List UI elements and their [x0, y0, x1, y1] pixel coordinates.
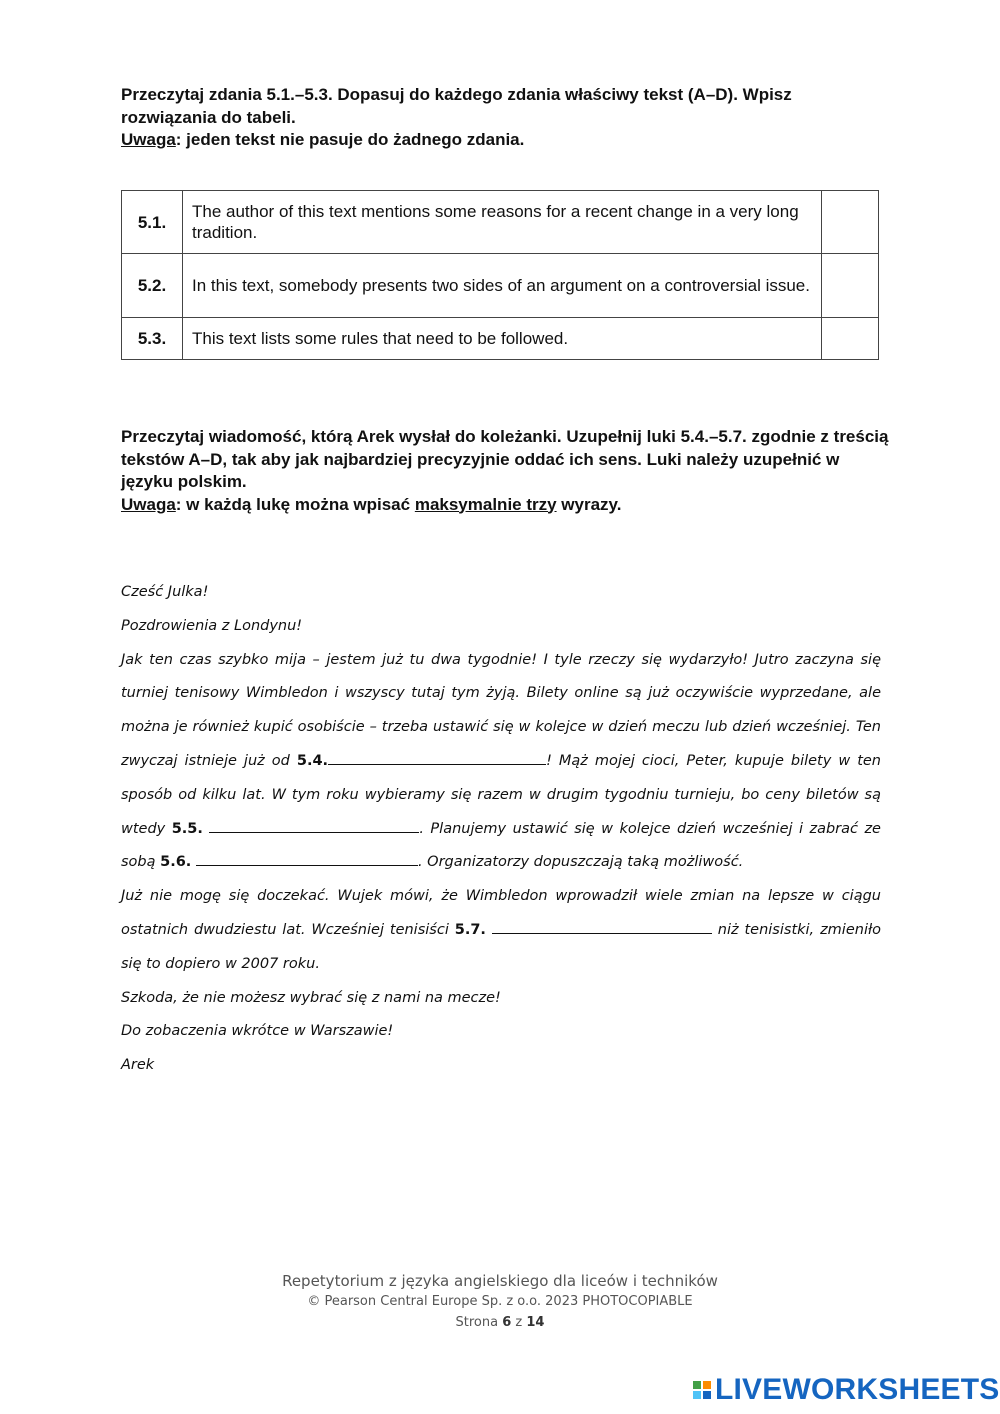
liveworksheets-logo-icon: [693, 1381, 711, 1399]
letter-signature: Arek: [121, 1057, 155, 1074]
item-text: The author of this text mentions some reasons for a recent change in a very long tradition.: [183, 191, 822, 254]
logo-text: LIVEWORKSHEETS: [715, 1373, 1000, 1406]
letter-paragraph: [121, 644, 881, 881]
page-of: z: [515, 1315, 523, 1330]
item-number: 5.1.: [122, 191, 183, 254]
answer-box[interactable]: [822, 191, 879, 254]
instructions-gap-fill-text: Przeczytaj wiadomość, którą Arek wysłał do koleżanki. Uzupełnij luki 5.4.–5.7. zgodnie z treścią tekstów A–D, tak aby jak najbardziej precyzyjnie oddać ich sens. Luki należy uzupełnić w języku polskim.: [121, 427, 889, 491]
gap-5-7-input[interactable]: [492, 918, 712, 934]
page-number: [0, 1313, 1000, 1333]
letter-text: . Organizatorzy dopuszczają taką możliwość.: [417, 854, 744, 871]
gap-label: 5.4.: [296, 752, 329, 769]
page-current: 6: [502, 1315, 512, 1330]
instructions-gap-fill: [121, 426, 891, 516]
gap-label: 5.7.: [454, 921, 486, 938]
page-label: Strona: [455, 1315, 499, 1330]
note-text: : jeden tekst nie pasuje do żadnego zdania.: [175, 130, 525, 149]
note-text-before: : w każdą lukę można wpisać: [175, 494, 415, 514]
item-number: 5.3.: [122, 318, 183, 360]
letter-line: Szkoda, że nie możesz wybrać się z nami na mecze!: [121, 989, 501, 1006]
answer-box[interactable]: [822, 318, 879, 360]
page-footer: [0, 1271, 1000, 1333]
matching-table: [121, 190, 879, 360]
item-number: 5.2.: [122, 254, 183, 318]
letter-text: niż tenisistki, zmieniło się to dopiero w 2007 roku.: [121, 921, 882, 972]
page-total: 14: [526, 1315, 545, 1330]
item-text: In this text, somebody presents two sides of an argument on a controversial issue.: [183, 254, 822, 318]
footer-book-title: Repetytorium z języka angielskiego dla liceów i techników: [282, 1272, 718, 1290]
instructions-matching: [121, 84, 891, 152]
gap-label: 5.6.: [160, 854, 192, 871]
table-row: [122, 254, 879, 318]
gap-5-4-input[interactable]: [328, 749, 546, 765]
letter-paragraph: [121, 880, 881, 981]
letter-greeting: Cześć Julka!: [121, 584, 209, 600]
footer-copyright: © Pearson Central Europe Sp. z o.o. 2023 PHOTOCOPIABLE: [307, 1294, 693, 1309]
table-row: [122, 318, 879, 360]
liveworksheets-logo[interactable]: [693, 1373, 1000, 1406]
letter-line: Pozdrowienia z Londynu!: [121, 617, 303, 634]
letter: [121, 576, 881, 1083]
gap-5-6-input[interactable]: [196, 851, 418, 867]
gap-label: 5.5.: [171, 820, 203, 837]
note-text-after: wyrazy.: [556, 494, 622, 514]
instructions-gap-fill-note: [121, 494, 891, 517]
letter-text: ! Mąż mojej cioci, Peter, kupuje bilety w ten sposób od kilku lat. W tym roku wybieramy się razem w drugim tygodniu turnieju, bo ceny biletów są wtedy: [121, 752, 882, 837]
answer-box[interactable]: [822, 254, 879, 318]
note-text-underlined: maksymalnie trzy: [414, 494, 557, 514]
letter-text: . Planujemy ustawić się w kolejce dzień wcześniej i zabrać ze sobą: [121, 820, 881, 871]
letter-text: Jak ten czas szybko mija – jestem już tu dwa tygodnie! I tyle rzeczy się wydarzyło! Jutro zaczyna się turniej tenisowy Wimbledon i wszyscy tutaj tym żyją. Bilety online są już oczywiście wyprzedane, ale można je również kupić osobiście – trzeba ustawić się w kolejce w dzień meczu lub dzień wcześniej. Ten zwyczaj istnieje już od: [121, 651, 881, 769]
letter-line: Do zobaczenia wkrótce w Warszawie!: [121, 1023, 394, 1040]
instructions-matching-text: Przeczytaj zdania 5.1.–5.3. Dopasuj do każdego zdania właściwy tekst (A–D). Wpisz rozwiązania do tabeli.: [121, 85, 792, 127]
note-label: Uwaga: [121, 494, 176, 514]
note-label: Uwaga: [121, 130, 176, 149]
instructions-matching-note: [121, 129, 891, 152]
item-text: This text lists some rules that need to be followed.: [183, 318, 822, 360]
letter-text: Już nie mogę się doczekać. Wujek mówi, że Wimbledon wprowadził wiele zmian na lepsze w ciągu ostatnich dwudziestu lat. Wcześniej tenisiści: [121, 888, 881, 938]
table-row: [122, 191, 879, 254]
gap-5-5-input[interactable]: [209, 817, 419, 833]
